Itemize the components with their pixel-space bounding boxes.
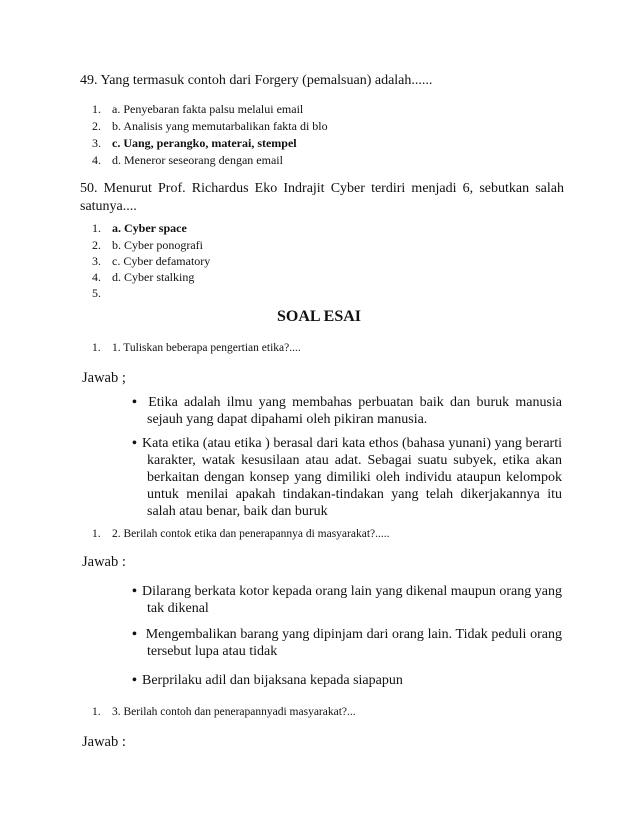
question-number: 1. [92,528,101,540]
q49-option-a [92,102,303,117]
option-text: c. Uang, perangko, materai, stempel [112,136,297,150]
essay-question-2 [92,527,390,541]
question-number: 1. [92,706,101,718]
answer-2-bullet-2 [132,626,562,660]
q50-option-c [92,254,210,269]
q49-option-c-answer [92,136,297,151]
question-49: 49. Yang termasuk contoh dari Forgery (pemalsuan) adalah...... [80,73,433,88]
question-text: 2. Berilah contok etika dan penerapannya di masyarakat?..... [112,528,390,540]
bullet-icon: • [132,436,137,451]
bullet-text-continued: berkaitan dengan konsep yang dimiliki oleh individu ataupun kelompok [147,470,562,485]
answer-label-3: Jawab : [82,734,126,750]
option-text: b. Analisis yang memutarbalikan fakta di blo [112,119,328,133]
answer-2-bullet-3 [132,672,562,689]
answer-label-1: Jawab ; [82,370,126,386]
q50-option-d [92,270,194,285]
option-number: 3. [92,254,101,268]
q50-option-a-answer [92,221,187,236]
bullet-text-continued: sejauh yang dapat dipahami oleh pikiran manusia. [147,412,428,427]
bullet-icon: • [132,627,137,642]
option-text: b. Cyber ponografi [112,238,203,252]
question-50-line-2: satunya.... [80,199,137,214]
bullet-text-continued: untuk menilai apakah tindakan-tindakan yang telah dikerjakannya itu [147,487,562,502]
q49-option-d [92,153,283,168]
bullet-icon: • [132,584,137,599]
bullet-text-continued: tak dikenal [147,601,209,616]
answer-1-bullet-1 [132,394,562,428]
option-text: d. Cyber stalking [112,270,195,284]
option-number: 1. [92,102,101,116]
answer-1-bullet-2 [132,435,562,520]
bullet-icon: • [132,395,137,410]
q50-option-empty [92,286,112,301]
option-text: d. Meneror seseorang dengan email [112,153,283,167]
bullet-text-continued: salah atau benar, baik dan buruk [147,504,328,519]
option-number: 2. [92,238,101,252]
bullet-text-continued: tersebut lupa atau tidak [147,644,278,659]
option-text: a. Cyber space [112,221,187,235]
bullet-text: Etika adalah ilmu yang membahas perbuatan baik dan buruk manusia [148,395,562,410]
option-number: 5. [92,286,101,300]
answer-label-2: Jawab : [82,554,126,570]
q49-option-b [92,119,328,134]
question-50 [80,180,564,216]
option-number: 1. [92,221,101,235]
question-text: 3. Berilah contoh dan penerapannyadi masyarakat?... [112,706,356,718]
option-number: 3. [92,136,101,150]
q50-option-b [92,238,203,253]
option-text: a. Penyebaran fakta palsu melalui email [112,102,304,116]
option-number: 4. [92,270,101,284]
bullet-text: Kata etika (atau etika ) berasal dari kata ethos (bahasa yunani) yang berarti [142,436,562,451]
question-text: 1. Tuliskan beberapa pengertian etika?.... [112,342,301,354]
bullet-text: Mengembalikan barang yang dipinjam dari orang lain. Tidak peduli orang [145,627,562,642]
bullet-text: Dilarang berkata kotor kepada orang lain yang dikenal maupun orang yang [142,584,562,599]
answer-2-bullet-1 [132,583,562,617]
question-50-line-1: 50. Menurut Prof. Richardus Eko Indrajit Cyber terdiri menjadi 6, sebutkan salah [80,181,564,196]
bullet-icon: • [132,673,137,688]
question-number: 1. [92,342,101,354]
bullet-text-continued: karakter, watak kesusilaan atau adat. Sebagai suatu subyek, etika akan [147,453,562,468]
option-text: c. Cyber defamatory [112,254,211,268]
essay-question-1 [92,341,301,355]
essay-question-3 [92,705,356,719]
bullet-text: Berprilaku adil dan bijaksana kepada siapapun [142,673,403,688]
option-number: 2. [92,119,101,133]
option-number: 4. [92,153,101,167]
section-title: SOAL ESAI [276,308,362,325]
